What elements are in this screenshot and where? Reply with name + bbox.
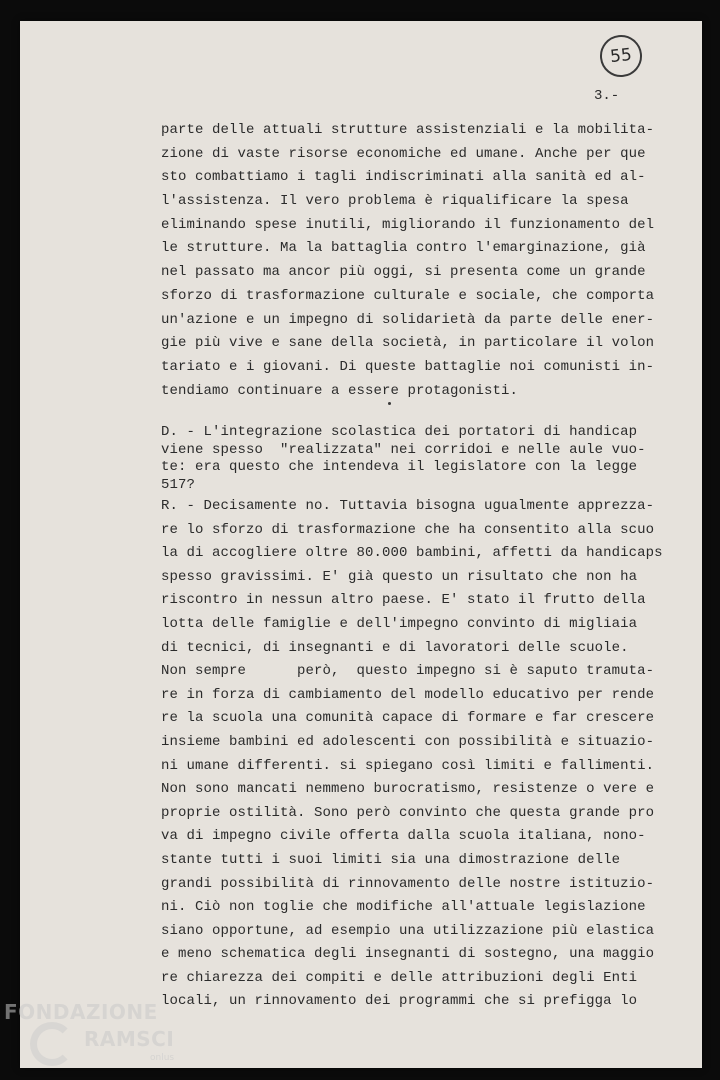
text-line: sto combattiamo i tagli indiscriminati alla sanità ed al- [161, 169, 646, 186]
answer-line: re lo sforzo di trasformazione che ha consentito alla scuo [161, 521, 655, 538]
text-line: sforzo di trasformazione culturale e sociale, che comporta [161, 287, 655, 304]
answer-line: siano opportune, ad esempio una utilizzazione più elastica [161, 922, 655, 939]
answer-paragraph [161, 495, 663, 1014]
answer-line: re in forza di cambiamento del modello educativo per rende [161, 686, 655, 703]
answer-line: Non sempre però, questo impegno si è saputo tramuta- [161, 663, 655, 680]
answer-line: e meno schematica degli insegnanti di sostegno, una maggio [161, 946, 655, 963]
text-line: un'azione e un impegno di solidarietà da parte delle ener- [161, 311, 655, 328]
text-line: le strutture. Ma la battaglia contro l'emarginazione, già [161, 240, 646, 257]
ink-dot [388, 402, 391, 405]
answer-line: di tecnici, di insegnanti e di lavoratori delle scuole. [161, 639, 629, 656]
text-line: parte delle attuali strutture assistenziali e la mobilita- [161, 122, 655, 138]
page-number: 3.- [594, 88, 620, 104]
answer-line: Non sono mancati nemmeno burocratismo, resistenze o vere e [161, 781, 655, 798]
watermark-g-logo-icon [30, 1022, 74, 1066]
question-line: 517? [161, 476, 196, 493]
text-line: tendiamo continuare a essere protagonisti. [161, 382, 519, 399]
text-line: gie più vive e sane della società, in particolare il volon [161, 335, 655, 352]
answer-line: spesso gravissimi. E' già questo un risultato che non ha [161, 568, 638, 585]
watermark-text-top: FONDAZIONE [4, 1000, 158, 1024]
answer-line: ni. Ciò non toglie che modifiche all'attuale legislazione [161, 899, 646, 916]
answer-line: lotta delle famiglie e dell'impegno convinto di migliaia [161, 615, 638, 632]
paragraph-1 [161, 119, 655, 403]
watermark-onlus: onlus [150, 1053, 175, 1063]
question-line: te: era questo che intendeva il legislatore con la legge [161, 459, 638, 475]
text-line: tariato e i giovani. Di queste battaglie noi comunisti in- [161, 358, 655, 375]
answer-line: riscontro in nessun altro paese. E' stato il frutto della [161, 592, 646, 609]
page-stamp: 55 [598, 33, 644, 79]
question-line: viene spesso "realizzata" nei corridoi e nelle aule vuo- [161, 441, 646, 458]
question-paragraph [161, 424, 646, 494]
answer-line: re chiarezza dei compiti e delle attribuzioni degli Enti [161, 969, 638, 986]
answer-line: va di impegno civile offerta dalla scuola italiana, nono- [161, 828, 646, 845]
text-line: eliminando spese inutili, migliorando il funzionamento del [161, 216, 655, 233]
fondazione-gramsci-watermark [4, 1000, 184, 1075]
answer-line: la di accogliere oltre 80.000 bambini, affetti da handicaps [161, 545, 663, 562]
watermark-text-bottom: RAMSCI [84, 1027, 175, 1051]
answer-line: re la scuola una comunità capace di formare e far crescere [161, 710, 655, 727]
text-line: zione di vaste risorse economiche ed umane. Anche per que [161, 145, 646, 162]
answer-line: ni umane differenti. si spiegano così limiti e fallimenti. [161, 757, 655, 774]
answer-line: stante tutti i suoi limiti sia una dimostrazione delle [161, 851, 621, 868]
answer-line: R. - Decisamente no. Tuttavia bisogna ugualmente apprezza- [161, 498, 655, 514]
text-line: nel passato ma ancor più oggi, si presenta come un grande [161, 264, 646, 281]
answer-line: proprie ostilità. Sono però convinto che questa grande pro [161, 804, 655, 821]
answer-line: insieme bambini ed adolescenti con possibilità e situazio- [161, 733, 655, 750]
answer-line: grandi possibilità di rinnovamento delle nostre istituzio- [161, 875, 655, 892]
answer-line: locali, un rinnovamento dei programmi che si prefigga lo [161, 993, 638, 1010]
text-line: l'assistenza. Il vero problema è riqualificare la spesa [161, 193, 629, 210]
question-line: D. - L'integrazione scolastica dei portatori di handicap [161, 424, 638, 440]
